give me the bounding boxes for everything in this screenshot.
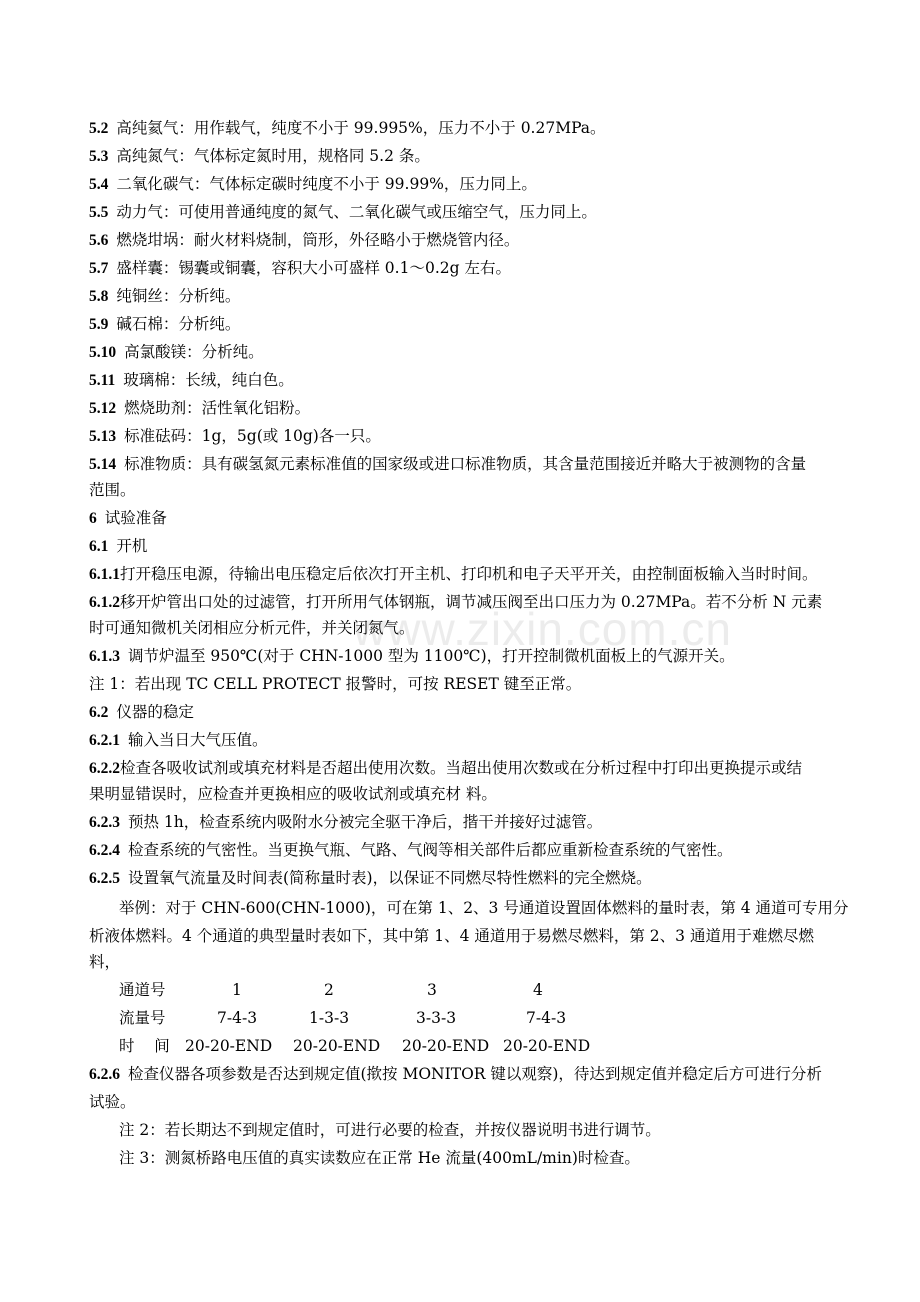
clause-text: 高纯氮气：气体标定氮时用，规格同 5.2 条。	[116, 147, 430, 165]
clause-5-6	[89, 226, 849, 254]
table-cell: 2	[324, 981, 334, 999]
clause-text: 纯铜丝：分析纯。	[116, 287, 241, 305]
clause-continuation	[89, 780, 849, 808]
example-line	[89, 948, 849, 976]
clause-text: 仪器的稳定	[116, 703, 194, 721]
clause-number: 5.9	[89, 316, 109, 333]
clause-6-2	[89, 698, 849, 726]
note-text: 注 1：若出现 TC CELL PROTECT 报警时，可按 RESET 键至正常。	[89, 675, 582, 693]
table-row	[119, 1032, 879, 1060]
example-line	[89, 922, 849, 950]
clause-number: 6.1	[89, 538, 109, 555]
clause-number: 5.5	[89, 204, 109, 221]
clause-6-2-2	[89, 754, 849, 782]
clause-text: 标准砝码：1g，5g(或 10g)各一只。	[124, 427, 381, 445]
clause-number: 6.2.3	[89, 814, 120, 831]
clause-number: 5.7	[89, 260, 109, 277]
clause-text: 设置氧气流量及时间表(简称量时表)，以保证不同燃尽特性燃料的完全燃烧。	[128, 869, 652, 887]
clause-number: 6.1.2	[89, 594, 120, 611]
example-text: 析液体燃料。4 个通道的典型量时表如下，其中第 1、4 通道用于易燃尽燃料，第 2、3 通道用于难燃尽燃	[89, 927, 814, 945]
clause-number: 6.2.1	[89, 732, 120, 749]
table-cell: 3-3-3	[416, 1009, 457, 1027]
clause-number: 5.8	[89, 288, 109, 305]
section-title: 试验准备	[104, 509, 167, 527]
clause-continuation	[89, 1088, 849, 1116]
clause-text: 动力气：可使用普通纯度的氮气、二氧化碳气或压缩空气，压力同上。	[116, 203, 597, 221]
clause-5-7	[89, 254, 849, 282]
clause-number: 5.14	[89, 456, 117, 473]
note-text: 注 3：测氮桥路电压值的真实读数应在正常 He 流量(400mL/min)时检查。	[119, 1149, 640, 1167]
clause-number: 6.2.2	[89, 760, 120, 777]
table-cell: 20-20-END	[293, 1037, 381, 1055]
clause-number: 5.10	[89, 344, 117, 361]
clause-6-1	[89, 532, 849, 560]
section-6-heading	[89, 504, 849, 532]
section-number: 6	[89, 510, 97, 527]
table-cell: 7-4-3	[526, 1009, 567, 1027]
clause-text: 检查仪器各项参数是否达到规定值(揿按 MONITOR 键以观察)，待达到规定值并稳定后方可进行分析	[128, 1065, 822, 1083]
clause-text: 碱石棉：分析纯。	[116, 315, 241, 333]
note-1	[89, 670, 849, 698]
clause-6-2-5	[89, 864, 849, 892]
clause-text: 二氧化碳气：气体标定碳时纯度不小于 99.99%，压力同上。	[116, 175, 537, 193]
clause-number: 5.6	[89, 232, 109, 249]
note-2	[119, 1116, 879, 1144]
clause-5-11	[89, 366, 849, 394]
clause-text: 果明显错误时，应检查并更换相应的吸收试剂或填充材 料。	[89, 785, 497, 803]
clause-text: 范围。	[89, 481, 136, 499]
clause-6-2-4	[89, 836, 849, 864]
clause-text: 输入当日大气压值。	[128, 731, 268, 749]
table-cell: 20-20-END	[503, 1037, 591, 1055]
table-cell: 7-4-3	[217, 1009, 258, 1027]
table-cell: 20-20-END	[185, 1037, 273, 1055]
row-label: 通道号	[119, 981, 166, 999]
clause-number: 6.1.1	[89, 566, 120, 583]
clause-6-2-3	[89, 808, 849, 836]
clause-number: 5.12	[89, 400, 117, 417]
clause-5-14	[89, 450, 849, 478]
clause-text: 标准物质：具有碳氢氮元素标准值的国家级或进口标准物质，其含量范围接近并略大于被测物的含量	[124, 455, 807, 473]
clause-number: 6.2	[89, 704, 109, 721]
clause-number: 5.3	[89, 148, 109, 165]
clause-text: 打开稳压电源，待输出电压稳定后依次打开主机、打印机和电子天平开关，由控制面板输入当时时间。	[120, 565, 818, 583]
clause-5-5	[89, 198, 849, 226]
clause-5-3	[89, 142, 849, 170]
clause-5-8	[89, 282, 849, 310]
table-cell: 4	[533, 981, 543, 999]
table-cell: 1	[232, 981, 242, 999]
clause-text: 检查系统的气密性。当更换气瓶、气路、气阀等相关部件后都应重新检查系统的气密性。	[128, 841, 733, 859]
row-label: 时 间	[119, 1037, 170, 1055]
table-cell: 3	[427, 981, 437, 999]
clause-text: 开机	[116, 537, 148, 555]
clause-text: 燃烧坩埚：耐火材料烧制，筒形，外径略小于燃烧管内径。	[116, 231, 520, 249]
clause-number: 5.2	[89, 120, 109, 137]
table-cell: 1-3-3	[309, 1009, 350, 1027]
watermark: www.zixin.com.cn	[353, 603, 732, 655]
clause-continuation	[89, 614, 849, 642]
table-row	[119, 976, 879, 1004]
clause-number: 6.2.5	[89, 870, 120, 887]
clause-text: 检查各吸收试剂或填充材料是否超出使用次数。当超出使用次数或在分析过程中打印出更换提示或结	[120, 759, 803, 777]
example-line	[119, 894, 879, 922]
clause-5-2	[89, 114, 849, 142]
clause-6-2-1	[89, 726, 849, 754]
example-text: 举例：对于 CHN-600(CHN-1000)，可在第 1、2、3 号通道设置固体燃料的量时表，第 4 通道可专用分	[119, 899, 849, 917]
table-row	[119, 1004, 879, 1032]
clause-text: 燃烧助剂：活性氧化铝粉。	[124, 399, 311, 417]
clause-5-4	[89, 170, 849, 198]
clause-text: 时可通知微机关闭相应分析元件，并关闭氮气。	[89, 619, 415, 637]
clause-number: 6.2.6	[89, 1066, 120, 1083]
clause-6-1-3	[89, 642, 849, 670]
clause-text: 玻璃棉：长绒，纯白色。	[123, 371, 294, 389]
note-text: 注 2：若长期达不到规定值时，可进行必要的检查，并按仪器说明书进行调节。	[119, 1121, 661, 1139]
row-label: 流量号	[119, 1009, 166, 1027]
clause-continuation	[89, 476, 849, 504]
clause-text: 试验。	[89, 1093, 136, 1111]
clause-number: 5.4	[89, 176, 109, 193]
clause-number: 6.2.4	[89, 842, 120, 859]
clause-5-13	[89, 422, 849, 450]
clause-number: 5.11	[89, 372, 116, 389]
clause-text: 调节炉温至 950℃(对于 CHN-1000 型为 1100℃)，打开控制微机面板上的气源开关。	[128, 647, 735, 665]
clause-5-10	[89, 338, 849, 366]
clause-6-1-2	[89, 588, 849, 616]
clause-5-12	[89, 394, 849, 422]
table-cell: 20-20-END	[402, 1037, 490, 1055]
example-text: 料，	[89, 953, 121, 971]
clause-6-2-6	[89, 1060, 849, 1088]
clause-6-1-1	[89, 560, 849, 588]
clause-text: 高氯酸镁：分析纯。	[124, 343, 264, 361]
clause-text: 预热 1h，检查系统内吸附水分被完全驱干净后，揩干并接好过滤管。	[128, 813, 603, 831]
clause-text: 高纯氦气：用作载气，纯度不小于 99.995%，压力不小于 0.27MPa。	[116, 119, 606, 137]
note-3	[119, 1144, 879, 1172]
clause-text: 盛样囊：锡囊或铜囊，容积大小可盛样 0.1～0.2g 左右。	[116, 259, 511, 277]
clause-number: 6.1.3	[89, 648, 120, 665]
clause-number: 5.13	[89, 428, 117, 445]
clause-text: 移开炉管出口处的过滤管，打开所用气体钢瓶，调节减压阀至出口压力为 0.27MPa。若不分析 N 元素	[120, 593, 823, 611]
clause-5-9	[89, 310, 849, 338]
